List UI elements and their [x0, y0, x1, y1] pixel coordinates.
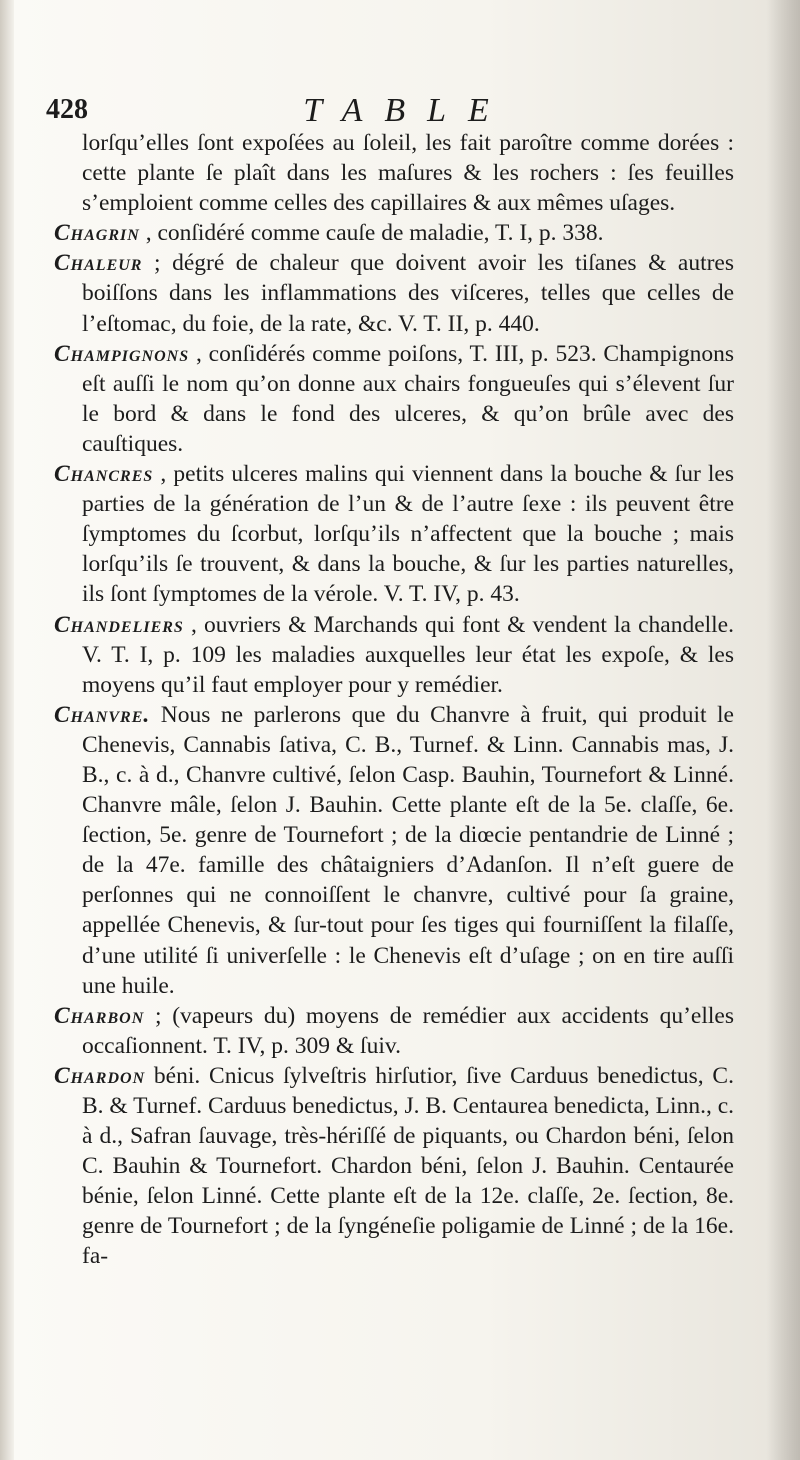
entry-headword: Chaleur — [54, 250, 143, 277]
entry-text: ; (vapeurs du) moyens de remédier aux accidents qu’elles occaſionnent. T. IV, p. 309 & ſuiv. — [82, 1002, 734, 1059]
entry-text: , conſidéré comme cauſe de maladie, T. I, p. 338. — [145, 220, 604, 247]
page-number: 428 — [46, 94, 88, 125]
entry-headword: Champignons — [54, 340, 190, 367]
index-entry-champignons — [54, 339, 734, 459]
index-entry-charbon — [54, 1001, 734, 1061]
index-entry-chanvre — [54, 700, 734, 1001]
entry-text: lorſqu’elles ſont expoſées au ſoleil, les fait paroître comme dorées : cette plante ſe plaît dans les maſures & les rochers : ſes feuilles s’emploient comme celles des capillaires & aux mêmes uſages. — [82, 130, 734, 217]
index-entry-chaleur — [54, 248, 734, 338]
index-entry-chardon — [54, 1061, 734, 1272]
entry-headword: Chagrin — [54, 220, 140, 247]
entry-text: , petits ulceres malins qui viennent dans la bouche & ſur les parties de la génération de l’un & de l’autre ſexe : ils peuvent être ſymptomes du ſcorbut, lorſqu’ils n’affectent que la bouche ; mais lorſqu’ils ſe trouvent, & dans la bouche, & ſur les parties naturelles, ils ſont ſymptomes de la vérole. V. T. IV, p. 43. — [82, 461, 735, 608]
entry-text: , conſidérés comme poiſons, T. III, p. 523. Champignons eſt auſſi le nom qu’on donne aux chairs fongueuſes qui s’élevent ſur le bord & dans le fond des ulceres, & qu’on brûle avec des cauſtiques. — [82, 340, 734, 457]
entry-text: , ouvriers & Marchands qui font & vendent la chandelle. V. T. I, p. 109 les maladies auxquelles leur état les expoſe, & les moyens qu’il faut employer pour y remédier. — [82, 611, 734, 698]
index-entry-chandeliers — [54, 610, 734, 700]
entry-headword: Chandeliers — [54, 611, 184, 638]
entry-headword: Chanvre. — [54, 701, 151, 728]
entry-text: béni. Cnicus ſylveſtris hirſutior, ſive Carduus benedictus, C. B. & Turnef. Carduus benedictus, J. B. Centaurea benedicta, Linn., c. à d., Safran ſauvage, très-hériſſé de piquants, ou Chardon béni, ſelon C. Bauhin & Tournefort. Chardon béni, ſelon J. Bauhin. Centaurée bénie, ſelon Linné. Cette plante eſt de la 12e. claſſe, 2e. ſection, 8e. genre de Tournefort ; de la ſyngéneſie poligamie de Linné ; de la 16e. fa- — [82, 1062, 734, 1270]
page-header — [46, 92, 746, 132]
entry-text: ; dégré de chaleur que doivent avoir les tiſanes & autres boiſſons dans les inflammations des viſceres, telles que celles de l’eſtomac, du foie, de la rate, &c. V. T. II, p. 440. — [82, 250, 734, 337]
entry-headword: Charbon — [54, 1002, 145, 1029]
entry-headword: Chardon — [54, 1062, 146, 1089]
running-title: TABLE — [303, 92, 511, 129]
index-text — [54, 128, 734, 1272]
index-entry-chagrin — [54, 218, 734, 248]
entry-text: Nous ne parlerons que du Chanvre à fruit, qui produit le Chenevis, Cannabis ſativa, C. B., Turnef. & Linn. Cannabis mas, J. B., c. à d., Chanvre cultivé, ſelon Casp. Bauhin, Tournefort & Linné. Chanvre mâle, ſelon J. Bauhin. Cette plante eſt de la 5e. claſſe, 6e. ſection, 5e. genre de Tournefort ; de la diœcie pentandrie de Linné ; de la 47e. famille des châtaigniers d’Adanſon. Il n’eſt guere de perſonnes qui ne connoiſſent le chanvre, cultivé pour ſa graine, appellée Chenevis, & ſur-tout pour ſes tiges qui fourniſſent la filaſſe, d’une utilité ſi univerſelle : le Chenevis eſt d’uſage ; on en tire auſſi une huile. — [82, 701, 734, 999]
index-entry-continuation — [54, 128, 734, 218]
index-entry-chancres — [54, 459, 734, 609]
entry-headword: Chancres — [54, 461, 154, 488]
